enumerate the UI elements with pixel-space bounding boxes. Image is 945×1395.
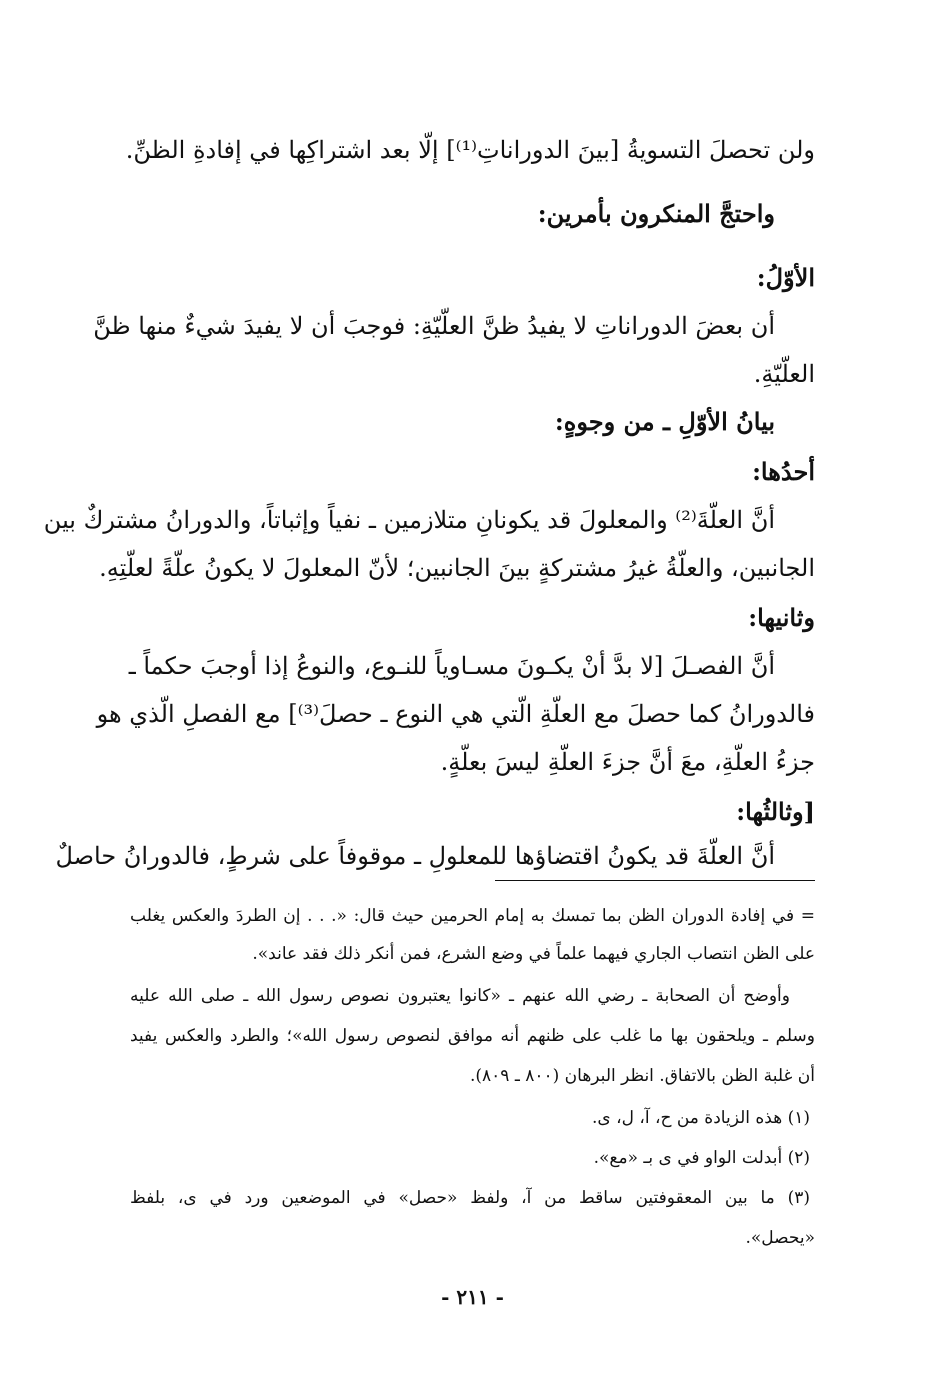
- footnote-2: (٢) أبدلت الواو في ى بـ «مع».: [593, 1148, 810, 1168]
- page-number: - ٢١١ -: [441, 1285, 504, 1309]
- body-line-15: أنَّ العلّةَ قد يكونُ اقتضاؤها للمعلولِ ـ موقوفاً على شرطٍ، فالدورانُ حاصلٌ: [55, 842, 775, 870]
- footnote-3: (٣) ما بين المعقوفتين ساقط من آ، ولفظ «حصل» في الموضعين ورد في ى، بلفظ: [130, 1188, 810, 1208]
- footnote-line-4: وسلم ـ ويلحقون بها ما غلب على ظنهم أنه موافق لنصوص رسول الله»؛ والطرد والعكس يفيد: [130, 1026, 815, 1046]
- footnote-line-5: أن غلبة الظن بالاتفاق. انظر البرهان (٨٠٠ ـ ٨٠٩).: [469, 1066, 815, 1086]
- body-line-9: الجانبين، والعلّةُ غيرُ مشتركةٍ بينَ الجانبين؛ لأنّ المعلولَ لا يكونُ علّةً لعلّتِهِ.: [99, 554, 815, 582]
- body-line-13: جزءُ العلّةِ، معَ أنَّ جزءَ العلّةِ ليسَ بعلّةٍ.: [440, 748, 815, 776]
- heading-third: [وثالثُها:: [736, 797, 815, 826]
- footnote-separator: [495, 880, 815, 881]
- footnote-line-2: على الظن انتصاب الجاري فيهما علماً في وضع الشرع، فمن أنكر ذلك فقد عاند».: [252, 944, 815, 964]
- section-heading: واحتجَّ المنكرون بأمرين:: [537, 199, 775, 228]
- body-line-4: أن بعضَ الدوراناتِ لا يفيدُ ظنَّ العلّيّةِ: فوجبَ أن لا يفيدَ شيءٌ منها ظنَّ: [93, 312, 775, 340]
- body-line-12: فالدورانُ كما حصلَ مع العلّةِ الّتي هي النوع ـ حصلَ⁽³⁾] مع الفصلِ الّذي هو: [96, 700, 815, 728]
- body-line-11: أنَّ الفصـلَ [لا بدَّ أنْ يكـونَ مسـاوياً للنـوع، والنوعُ إذا أوجبَ حكماً ـ: [128, 652, 775, 680]
- footnote-1: (١) هذه الزيادة من ح، آ، ل، ى.: [592, 1108, 810, 1128]
- heading-second: وثانيها:: [748, 603, 815, 632]
- body-line-1: ولن تحصلَ التسويةُ [بينَ الدوراناتِ⁽¹⁾] إلّا بعد اشتراكِها في إفادةِ الظنِّ.: [125, 136, 815, 164]
- footnote-3-continued: «يحصل».: [745, 1228, 815, 1248]
- heading-first: الأوّلُ:: [756, 263, 815, 292]
- heading-one: أحدُها:: [752, 457, 815, 486]
- footnote-line-1: = في إفادة الدوران الظن بما تمسك به إمام الحرمين حيث قال: «. . . إن الطردَ والعكس يغلب: [130, 906, 815, 926]
- body-line-8: أنَّ العلّةَ⁽²⁾ والمعلولَ قد يكونانِ متلازمين ـ نفياً وإثباتاً، والدورانُ مشتركٌ بين: [43, 506, 775, 534]
- footnote-line-3: وأوضح أن الصحابة ـ رضي الله عنهم ـ «كانوا يعتبرون نصوص رسول الله ـ صلى الله عليه: [130, 986, 790, 1006]
- subheading-explanation: بيانُ الأوّلِ ـ من وجوهٍ:: [554, 407, 775, 436]
- body-line-5: العلّيّةِ.: [753, 360, 815, 388]
